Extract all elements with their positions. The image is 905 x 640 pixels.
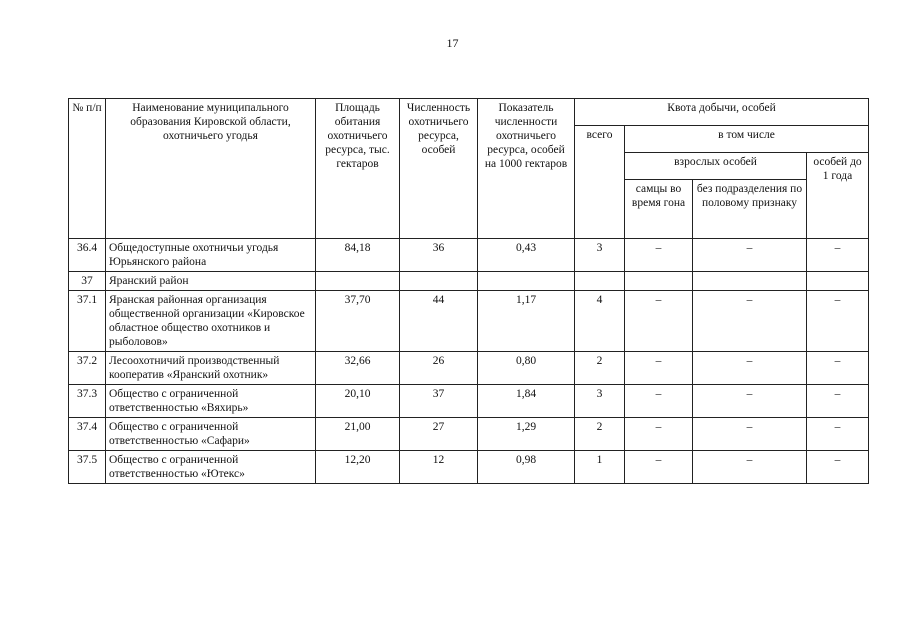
quota-table xyxy=(68,98,869,484)
row-area: 12,20 xyxy=(316,451,400,484)
row-count xyxy=(400,272,478,291)
row-total: 2 xyxy=(575,352,625,385)
table-row xyxy=(69,385,869,418)
table-row xyxy=(69,272,869,291)
row-density: 1,84 xyxy=(478,385,575,418)
header-name: Наименование муниципального образования Кировской области, охотничьего угодья xyxy=(106,99,316,239)
row-name: Яранский район xyxy=(106,272,316,291)
row-count: 26 xyxy=(400,352,478,385)
row-total: 3 xyxy=(575,385,625,418)
row-name: Общество с ограниченной ответственностью «Вяхирь» xyxy=(106,385,316,418)
row-density: 1,29 xyxy=(478,418,575,451)
header-no-sex: без подразделения по половому признаку xyxy=(693,180,807,239)
row-name: Общедоступные охотничьи угодья Юрьянского района xyxy=(106,239,316,272)
page-number: 17 xyxy=(446,36,459,50)
row-young: – xyxy=(807,451,869,484)
table-row xyxy=(69,291,869,352)
row-males: – xyxy=(625,291,693,352)
row-name: Лесоохотничий производственный кооператив «Яранский охотник» xyxy=(106,352,316,385)
row-area: 84,18 xyxy=(316,239,400,272)
row-density: 0,98 xyxy=(478,451,575,484)
row-total: 4 xyxy=(575,291,625,352)
row-num: 37.2 xyxy=(69,352,106,385)
row-area xyxy=(316,272,400,291)
header-adults: взрослых особей xyxy=(625,153,807,180)
header-including: в том числе xyxy=(625,126,869,153)
row-density: 0,43 xyxy=(478,239,575,272)
header-num: № п/п xyxy=(69,99,106,239)
header-quota: Квота добычи, особей xyxy=(575,99,869,126)
row-count: 37 xyxy=(400,385,478,418)
header-total: всего xyxy=(575,126,625,239)
row-nosex: – xyxy=(693,385,807,418)
row-num: 37.3 xyxy=(69,385,106,418)
row-nosex: – xyxy=(693,239,807,272)
row-count: 44 xyxy=(400,291,478,352)
row-name: Общество с ограниченной ответственностью «Ютекс» xyxy=(106,451,316,484)
header-count: Численность охотничьего ресурса, особей xyxy=(400,99,478,239)
table-header xyxy=(69,99,869,239)
row-nosex: – xyxy=(693,418,807,451)
row-young: – xyxy=(807,418,869,451)
row-young: – xyxy=(807,385,869,418)
row-total: 2 xyxy=(575,418,625,451)
header-area: Площадь обитания охотничьего ресурса, тыс. гектаров xyxy=(316,99,400,239)
row-young: – xyxy=(807,352,869,385)
row-num: 37 xyxy=(69,272,106,291)
row-nosex: – xyxy=(693,291,807,352)
row-total: 3 xyxy=(575,239,625,272)
row-males: – xyxy=(625,418,693,451)
row-count: 12 xyxy=(400,451,478,484)
row-density: 1,17 xyxy=(478,291,575,352)
row-males: – xyxy=(625,239,693,272)
row-males: – xyxy=(625,451,693,484)
row-count: 27 xyxy=(400,418,478,451)
table-body xyxy=(69,239,869,484)
table-row xyxy=(69,352,869,385)
row-density xyxy=(478,272,575,291)
row-num: 37.1 xyxy=(69,291,106,352)
header-density: Показатель численности охотничьего ресурса, особей на 1000 гектаров xyxy=(478,99,575,239)
row-nosex: – xyxy=(693,352,807,385)
row-area: 21,00 xyxy=(316,418,400,451)
row-males: – xyxy=(625,385,693,418)
header-young: особей до 1 года xyxy=(807,153,869,239)
row-name: Общество с ограниченной ответственностью «Сафари» xyxy=(106,418,316,451)
row-name: Яранская районная организация общественной организации «Кировское областное общество охотников и рыболовов» xyxy=(106,291,316,352)
row-nosex: – xyxy=(693,451,807,484)
row-count: 36 xyxy=(400,239,478,272)
header-males-rut: самцы во время гона xyxy=(625,180,693,239)
row-area: 20,10 xyxy=(316,385,400,418)
row-num: 36.4 xyxy=(69,239,106,272)
row-num: 37.5 xyxy=(69,451,106,484)
row-area: 32,66 xyxy=(316,352,400,385)
row-total xyxy=(575,272,625,291)
row-total: 1 xyxy=(575,451,625,484)
row-young: – xyxy=(807,239,869,272)
table-row xyxy=(69,418,869,451)
row-nosex xyxy=(693,272,807,291)
table-row xyxy=(69,451,869,484)
row-males xyxy=(625,272,693,291)
row-num: 37.4 xyxy=(69,418,106,451)
row-males: – xyxy=(625,352,693,385)
row-young xyxy=(807,272,869,291)
row-area: 37,70 xyxy=(316,291,400,352)
table-row xyxy=(69,239,869,272)
row-young: – xyxy=(807,291,869,352)
row-density: 0,80 xyxy=(478,352,575,385)
